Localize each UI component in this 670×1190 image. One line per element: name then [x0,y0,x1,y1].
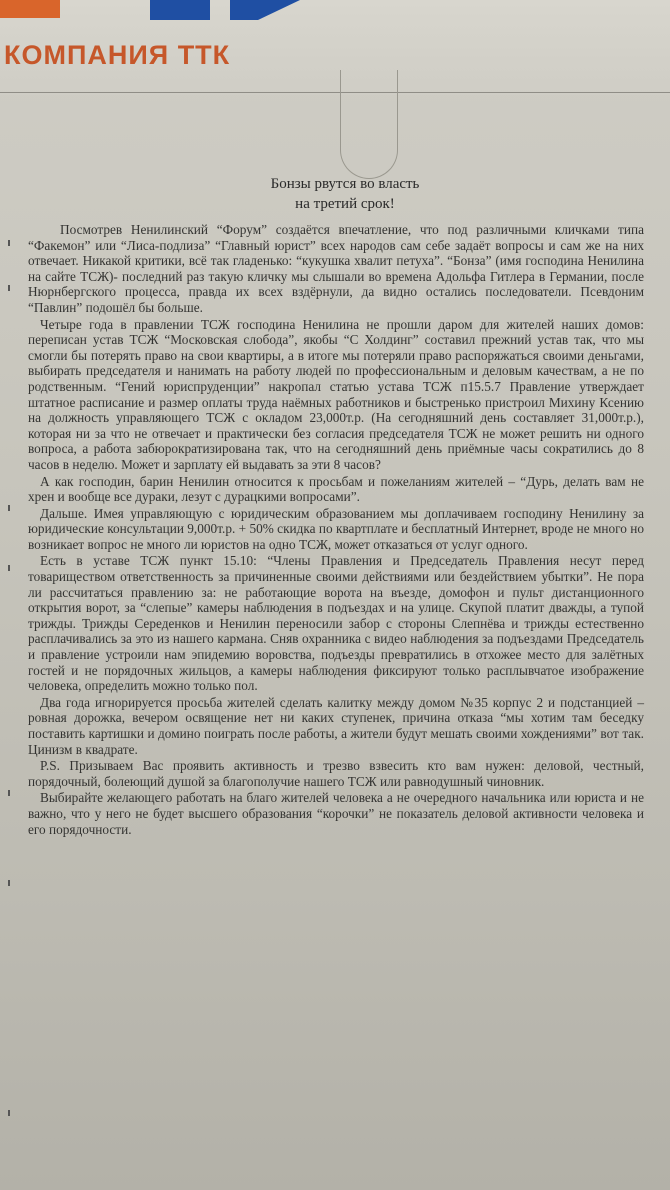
paragraph: А как господин, барин Ненилин относится к просьбам и пожеланиям жителей – “Дурь, делать вам не хрен и вообще все дураки, лезут с дурацкими вопросами”. [28,473,644,505]
margin-mark [8,285,10,291]
article-body [28,222,644,838]
title-line-1: Бонзы рвутся во власть [270,176,420,192]
margin-mark [8,565,10,571]
logo-blue-shape [150,0,210,20]
logo-orange-shape [0,0,60,18]
paragraph: Дальше. Имея управляющую с юридическим образованием мы доплачиваем господину Ненилину за юридические консультации 9,000т.р. + 50% скидка по квартплате и бесплатный Интернет, вроде не много но возникает вопрос не много ли юристов на одно ТСЖ, может отказаться от услуг одного. [28,505,644,552]
paragraph: Выбирайте желающего работать на благо жителей человека а не очередного начальника или юриста и не важно, что у него не будет высшего образования “корочки” не показатель деловой активности человека и его порядочности. [28,790,644,837]
margin-mark [8,1110,10,1116]
margin-mark [8,790,10,796]
margin-mark [8,880,10,886]
title-line-2: на третий срок! [295,196,395,212]
paragraph: Четыре года в правлении ТСЖ господина Ненилина не прошли даром для жителей наших домов: переписан устав ТСЖ “Московская слобода”, якобы “С Холдинг” составил прежний устав так, что мы смогли бы потерять право на свои квартиры, а в итоге мы потеряли право распоряжаться своими деньгами, выбирать председателя и нанимать на работу людей по профессиональным и деловым качествам, а не по родственным. “Гений юриспруденции” накропал статью устава ТСЖ п15.5.7 Правление утверждает штатное расписание и размер оплаты труда наёмных работников и быстренько пристроил Михину Ксению на должность управляющего ТСЖ с окладом 23,000т.р. (На сегодняшний день составляет 31,000т.р.), которая ни за что не отвечает и практически без согласия председателя ТСЖ не может решить ни одного вопроса, а работа забюрократизирована так, что на сегодняшний день приёмные часы сократились до 8 часов в неделю. Может и зарплату ей выдавать за эти 8 часов? [28,316,644,472]
company-name: КОМПАНИЯ ТТК [4,40,231,70]
paragraph: Два года игнорируется просьба жителей сделать калитку между домом №35 корпус 2 и подстанцией – ровная дорожка, вечером освящение нет ни каких ступенек, причина отказа “мы хотим там беседку поставить картишки и домино поиграть после работы, а жители будут мешать своими хождениями” вот так. Цинизм в квадрате. [28,694,644,757]
logo-blue-k-shape [230,0,300,20]
company-header [0,0,670,95]
paragraph: Есть в уставе ТСЖ пункт 15.10: “Члены Правления и Председатель Правления несут перед товариществом ответственность за причиненные своими действиями или бездействием убытки”. Не пора ли рассчитаться правлению за: не работающие ворота на въезде, домофон и пульт дистанционного открытия ворот, за “слепые” камеры наблюдения в подъездах и на улице. Скупой платит дважды, а тупой трижды. Трижды Середенков и Ненилин переносили забор с стороны Слепнёва и трижды естественно расплачивались за это из нашего кармана. Сняв охранника с видео наблюдения за подъездами Председатель и правление устроили нам эпидемию воровства, подъезды превратились в отхожее место для залётных гостей и не порядочных жильцов, а камеры наблюдения фиксируют только расплывчатое изображение человека, определить можно только пол. [28,553,644,694]
article-title [180,174,510,214]
paragraph: P.S. Призываем Вас проявить активность и трезво взвесить кто вам нужен: деловой, честный, порядочный, болеющий душой за благополучие нашего ТСЖ или равнодушный чиновник. [28,758,644,789]
header-divider [0,92,670,93]
margin-mark [8,240,10,246]
envelope-tab-arc [340,70,398,179]
margin-mark [8,505,10,511]
paragraph: Посмотрев Ненилинский “Форум” создаётся впечатление, что под различными кличками типа “Факемон” или “Лиса-подлиза” “Главный юрист” всех народов сам себе задаёт вопросы и сам же на них отвечает. Никакой критики, всё так гладенько: “кукушка хвалит петуха”. “Бонза” (имя господина Ненилина на сайте ТСЖ)- последний раз такую кличку мы слышали во времена Адольфа Гитлера в Германии, после Нюрнбергского процесса, правда их всех вздёрнули, да видно остались последователи. Псевдоним “Павлин” подошёл бы больше. [28,222,644,315]
